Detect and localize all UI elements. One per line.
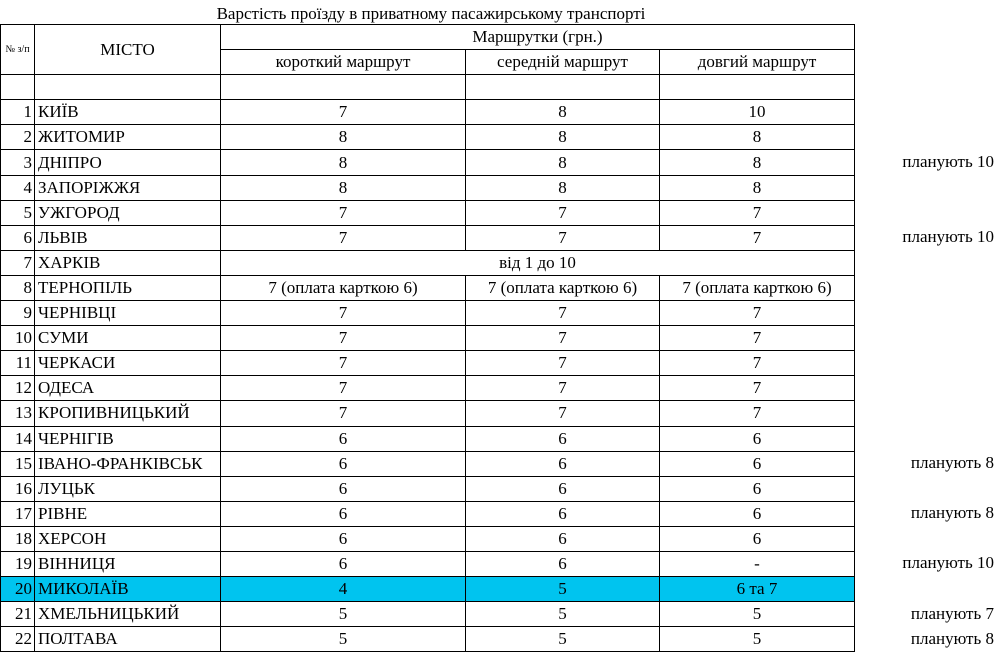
row-number: 1 [1, 100, 35, 125]
city-name: ЗАПОРІЖЖЯ [35, 175, 221, 200]
row-number: 13 [1, 401, 35, 426]
table-row [1, 476, 855, 501]
city-name: ІВАНО-ФРАНКІВСЬК [35, 451, 221, 476]
long-fare: 5 [660, 627, 855, 652]
city-name: ЛЬВІВ [35, 225, 221, 250]
city-name: МИКОЛАЇВ [35, 577, 221, 602]
long-route-header: довгий маршрут [660, 50, 855, 75]
merged-fare: від 1 до 10 [221, 250, 855, 275]
long-fare: 5 [660, 602, 855, 627]
row-number: 9 [1, 301, 35, 326]
row-number: 20 [1, 577, 35, 602]
table-row [1, 351, 855, 376]
table-row [1, 627, 855, 652]
short-fare: 7 [221, 351, 466, 376]
medium-fare: 5 [466, 627, 660, 652]
long-fare: 8 [660, 175, 855, 200]
short-fare: 7 [221, 301, 466, 326]
table-row [1, 602, 855, 627]
table-row [1, 501, 855, 526]
short-fare: 7 (оплата карткою 6) [221, 275, 466, 300]
long-fare: 7 [660, 301, 855, 326]
table-row [1, 551, 855, 576]
row-number: 21 [1, 602, 35, 627]
short-fare: 6 [221, 476, 466, 501]
short-fare: 6 [221, 451, 466, 476]
short-fare: 7 [221, 326, 466, 351]
empty-row [1, 75, 855, 100]
city-name: ЧЕРНІГІВ [35, 426, 221, 451]
row-number: 6 [1, 225, 35, 250]
city-name: ТЕРНОПІЛЬ [35, 275, 221, 300]
medium-fare: 6 [466, 501, 660, 526]
row-number: 16 [1, 476, 35, 501]
num-header: № з/п [1, 25, 35, 75]
short-fare: 6 [221, 501, 466, 526]
long-fare: 6 [660, 426, 855, 451]
group-header: Маршрутки (грн.) [221, 25, 855, 50]
long-fare: 10 [660, 100, 855, 125]
row-number: 10 [1, 326, 35, 351]
long-fare: 7 [660, 326, 855, 351]
long-fare: 6 [660, 526, 855, 551]
short-fare: 7 [221, 401, 466, 426]
table-row [1, 175, 855, 200]
long-fare: 7 [660, 401, 855, 426]
city-name: ЛУЦЬК [35, 476, 221, 501]
short-fare: 7 [221, 100, 466, 125]
medium-fare: 6 [466, 476, 660, 501]
city-name: КИЇВ [35, 100, 221, 125]
fare-table [0, 24, 855, 652]
long-fare: 7 [660, 200, 855, 225]
city-name: СУМИ [35, 326, 221, 351]
medium-fare: 7 [466, 401, 660, 426]
short-fare: 6 [221, 426, 466, 451]
row-number: 7 [1, 250, 35, 275]
long-fare: 7 [660, 225, 855, 250]
short-fare: 4 [221, 577, 466, 602]
short-fare: 7 [221, 376, 466, 401]
city-name: УЖГОРОД [35, 200, 221, 225]
plan-note: планують 8 [910, 503, 994, 523]
long-fare: - [660, 551, 855, 576]
table-row [1, 526, 855, 551]
row-number: 18 [1, 526, 35, 551]
row-number: 2 [1, 125, 35, 150]
medium-fare: 8 [466, 125, 660, 150]
long-fare: 6 та 7 [660, 577, 855, 602]
plan-note: планують 7 [910, 603, 994, 623]
long-fare: 6 [660, 451, 855, 476]
long-fare: 7 [660, 351, 855, 376]
short-fare: 8 [221, 150, 466, 175]
long-fare: 8 [660, 125, 855, 150]
row-number: 8 [1, 275, 35, 300]
short-fare: 8 [221, 125, 466, 150]
row-number: 14 [1, 426, 35, 451]
city-name: ХМЕЛЬНИЦЬКИЙ [35, 602, 221, 627]
long-fare: 6 [660, 476, 855, 501]
table-row [1, 426, 855, 451]
long-fare: 7 (оплата карткою 6) [660, 275, 855, 300]
short-fare: 5 [221, 602, 466, 627]
medium-fare: 7 [466, 351, 660, 376]
city-name: ПОЛТАВА [35, 627, 221, 652]
table-row [1, 577, 855, 602]
city-name: КРОПИВНИЦЬКИЙ [35, 401, 221, 426]
table-row [1, 250, 855, 275]
plan-note: планують 10 [902, 553, 994, 573]
medium-fare: 7 [466, 301, 660, 326]
city-name: ДНІПРО [35, 150, 221, 175]
medium-fare: 6 [466, 451, 660, 476]
row-number: 15 [1, 451, 35, 476]
medium-fare: 7 [466, 326, 660, 351]
city-name: ХЕРСОН [35, 526, 221, 551]
plan-note: планують 10 [902, 151, 994, 171]
table-row [1, 150, 855, 175]
medium-route-header: середній маршрут [466, 50, 660, 75]
short-route-header: короткий маршрут [221, 50, 466, 75]
header-row-1 [1, 25, 855, 50]
plan-note: планують 10 [902, 227, 994, 247]
city-name: ЧЕРКАСИ [35, 351, 221, 376]
table-row [1, 125, 855, 150]
medium-fare: 5 [466, 577, 660, 602]
row-number: 3 [1, 150, 35, 175]
row-number: 19 [1, 551, 35, 576]
row-number: 17 [1, 501, 35, 526]
medium-fare: 5 [466, 602, 660, 627]
table-row [1, 100, 855, 125]
medium-fare: 8 [466, 100, 660, 125]
row-number: 11 [1, 351, 35, 376]
city-name: ХАРКІВ [35, 250, 221, 275]
table-row [1, 401, 855, 426]
city-name: ВІННИЦЯ [35, 551, 221, 576]
row-number: 5 [1, 200, 35, 225]
table-row [1, 376, 855, 401]
table-row [1, 326, 855, 351]
row-number: 12 [1, 376, 35, 401]
medium-fare: 6 [466, 551, 660, 576]
city-name: ЧЕРНІВЦІ [35, 301, 221, 326]
plan-note: планують 8 [910, 453, 994, 473]
short-fare: 6 [221, 551, 466, 576]
medium-fare: 7 [466, 376, 660, 401]
short-fare: 8 [221, 175, 466, 200]
short-fare: 7 [221, 200, 466, 225]
short-fare: 6 [221, 526, 466, 551]
page-title: Варстість проїзду в приватному пасажирському транспорті [216, 4, 646, 23]
long-fare: 6 [660, 501, 855, 526]
short-fare: 7 [221, 225, 466, 250]
medium-fare: 7 [466, 225, 660, 250]
medium-fare: 8 [466, 175, 660, 200]
medium-fare: 6 [466, 426, 660, 451]
medium-fare: 8 [466, 150, 660, 175]
table-row [1, 301, 855, 326]
row-number: 4 [1, 175, 35, 200]
table-row [1, 451, 855, 476]
long-fare: 7 [660, 376, 855, 401]
city-header: МІСТО [35, 25, 221, 75]
medium-fare: 6 [466, 526, 660, 551]
city-name: ОДЕСА [35, 376, 221, 401]
table-row [1, 275, 855, 300]
table-row [1, 225, 855, 250]
short-fare: 5 [221, 627, 466, 652]
row-number: 22 [1, 627, 35, 652]
table-row [1, 200, 855, 225]
plan-note: планують 8 [910, 628, 994, 648]
medium-fare: 7 [466, 200, 660, 225]
medium-fare: 7 (оплата карткою 6) [466, 275, 660, 300]
long-fare: 8 [660, 150, 855, 175]
city-name: РІВНЕ [35, 501, 221, 526]
city-name: ЖИТОМИР [35, 125, 221, 150]
